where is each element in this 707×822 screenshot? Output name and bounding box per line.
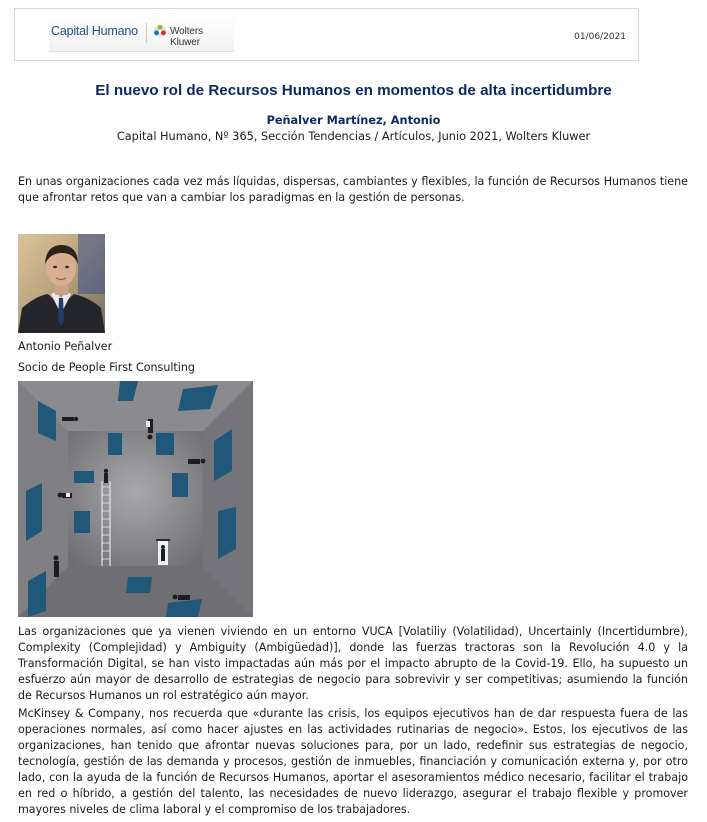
article-body-paragraph-2: McKinsey & Company, nos recuerda que «durante las crisis, los equipos ejecutivos han de dar respuesta fuera de las operaciones normales, así como hacer ajustes en las actividades rutinarias de negocio». Estos, los ejecutivos de las organizaciones, han tenido que afrontar nuevas soluciones para, por un lado, redefinir sus estrategias de negocio, tecnología, gestión de las demanda y procesos, gestión de inmuebles, financiación y comunicación externa y, por otro lado, con la ayuda de la función de Recursos Humanos, aportar el asesoramientos médico necesario, facilitar el trabajo en red o híbrido, a gestión del talento, las necesidades de nuevo liderazgo, asegurar el trabajo flexible y promover mayores niveles de clima laboral y el compromiso de los trabajadores. [18,707,688,816]
author-name: Antonio Peñalver [18,340,113,353]
header-banner [14,8,639,61]
logo-area[interactable] [49,15,234,52]
author-role: Socio de People First Consulting [18,361,195,374]
article-author: Peñalver Martínez, Antonio [266,114,441,127]
publication-date: 01/06/2021 [574,32,626,42]
capital-humano-logo: Capital Humano [51,24,138,38]
author-photo [18,234,105,333]
surreal-room-illustration [18,381,253,617]
logo-separator [146,23,147,43]
article-intro: En unas organizaciones cada vez más líquidas, dispersas, cambiantes y flexibles, la función de Recursos Humanos tiene que afrontar retos que van a cambiar los paradigmas en la gestión de personas. [18,175,688,204]
article-source: Capital Humano, Nº 365, Sección Tendencias / Artículos, Junio 2021, Wolters Kluwer [116,130,591,143]
wolters-kluwer-logo-icon [153,24,167,38]
article-title: El nuevo rol de Recursos Humanos en momentos de alta incertidumbre [95,82,612,99]
wolters-kluwer-logo-text: Wolters Kluwer [170,26,204,48]
article-body-paragraph-1: Las organizaciones que ya vienen viviendo en un entorno VUCA [Volatiliy (Volatilidad), Uncertainly (Incertidumbre), Complexity (Complejidad) y Ambiguity (Ambigüedad)], donde las fuerzas tractoras son la Revolución 4.0 y la Transformación Digital, se han visto impactadas aún más por el impacto abrupto de la Covid-19. Ello, ha supuesto un esfuerzo aún mayor de desarrollo de estrategias de negocio para sobrevivir y ser competitivas; asumiendo la función de Recursos Humanos un rol estratégico aún mayor. [18,625,688,702]
